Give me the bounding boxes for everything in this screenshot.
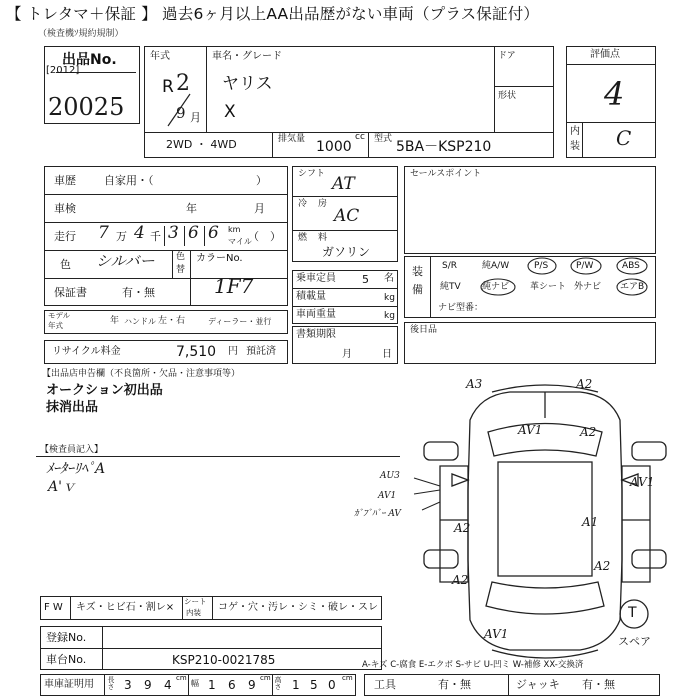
model-div	[368, 132, 369, 158]
load-label: 積載量	[296, 291, 326, 302]
recycle-status: 預託済	[246, 346, 276, 357]
mileage-sen: 千	[150, 230, 161, 243]
left-line-3	[44, 250, 288, 251]
damage-label-11: A2	[452, 573, 469, 587]
history-close: ）	[256, 174, 267, 187]
dim-hei-2: 5	[310, 678, 318, 692]
header-hline	[144, 132, 554, 133]
equip-airbag: エアB	[620, 282, 645, 292]
tools-box	[364, 674, 660, 696]
header-div-2	[494, 46, 495, 132]
shape-label: 形状	[498, 91, 517, 101]
color-label: 色	[60, 258, 71, 271]
dim-hei-unit: cm	[342, 674, 353, 682]
color-no: 1F7	[214, 274, 254, 298]
chassis-label: 車台No.	[46, 653, 87, 666]
warranty-options: 有・無	[122, 286, 155, 299]
year-stamp: [2012]	[46, 65, 80, 76]
score-label: 評価点	[590, 49, 620, 60]
jack-label: ジャッキ	[516, 678, 560, 691]
seat-label-2: 内装	[186, 608, 201, 617]
dim-wid-label: 幅	[191, 679, 199, 688]
interior-value: C	[616, 126, 632, 150]
car-diagram	[400, 370, 700, 670]
spare-label: スペア	[618, 635, 651, 648]
shape-line	[494, 86, 554, 87]
inspector-line	[36, 456, 400, 457]
cooling-label-1: 冷	[298, 199, 308, 209]
dim-hei-label: 高さ	[274, 676, 282, 690]
mileage-digit-4: 6	[188, 223, 199, 243]
dim-len-1: 3	[124, 678, 132, 692]
fw-label: F W	[44, 602, 63, 613]
dim-wid-3: 9	[248, 678, 256, 692]
name-label: 車名・グレード	[212, 51, 282, 62]
capacity-unit: 名	[384, 273, 394, 284]
interior-line	[566, 122, 656, 123]
navi-label: ナビ型番：	[438, 303, 484, 313]
lot-label: 出品No.	[62, 52, 117, 68]
tools-div	[508, 674, 509, 696]
history-label: 車歴	[54, 174, 76, 187]
color-div-1	[172, 250, 173, 278]
header-div-1	[206, 46, 207, 132]
cap-line-1	[292, 288, 398, 289]
shift-value: AT	[332, 174, 355, 194]
doc-month: 月	[342, 349, 352, 360]
mileage-man: 万	[116, 230, 127, 243]
damage-label-2: A2	[576, 377, 593, 391]
sales-box	[404, 166, 656, 254]
history-value: 自家用・（	[104, 174, 154, 187]
mileage-digit-1: 7	[98, 223, 109, 243]
mileage-paren-close: ）	[270, 230, 281, 243]
color-change-1: 色	[176, 252, 186, 262]
color-no-label: カラーNo.	[196, 253, 243, 264]
inspection-label: 車検	[54, 202, 76, 215]
sub-note: （検査機ｿ規約規制）	[38, 29, 124, 39]
dim-hei-3: 0	[328, 678, 336, 692]
sales-label: セールスポイント	[410, 169, 482, 179]
inspector-heading: 【検査員記入】	[40, 445, 104, 455]
interior-label-2: 装	[570, 141, 580, 152]
seat-options: コゲ・穴・汚レ・シミ・破レ・スレ	[218, 602, 378, 613]
car-name: ヤリス	[222, 74, 273, 94]
lot-number: 20025	[48, 93, 125, 121]
legend: A-キズ C-腐食 E-エクボ S-サビ U-凹ミ W-補修 XX-交換済	[362, 660, 584, 670]
model: 5BA－KSP210	[396, 139, 492, 155]
fw-options: キズ・ヒビ石・割レ×	[76, 602, 175, 613]
displacement: 1000	[316, 139, 352, 155]
drive: 2WD ・ 4WD	[166, 138, 237, 151]
tools-options: 有・無	[438, 678, 471, 691]
mileage-tick-1	[164, 226, 165, 246]
mileage-km: km	[228, 225, 241, 234]
month-value: 9	[176, 104, 186, 122]
inspector-note-2: A'ｖ	[48, 479, 76, 495]
equip-sr: S/R	[442, 261, 457, 271]
dim-wid-unit: cm	[260, 674, 271, 682]
dim-len-label: 長さ	[107, 676, 115, 690]
dim-wid-1: 1	[208, 678, 216, 692]
cap-line-2	[292, 306, 398, 307]
grade: X	[224, 102, 236, 122]
damage-label-7: AV1	[378, 491, 397, 501]
inspector-note-1: ﾒｰﾀｰﾘﾍﾟA	[46, 461, 106, 477]
color-value: シルバー	[96, 252, 155, 270]
color-div-2	[190, 250, 191, 306]
mileage-digit-2: 4	[134, 223, 145, 243]
load-unit: kg	[384, 293, 395, 303]
after-label: 後日品	[410, 325, 438, 335]
tools-label: 工具	[374, 678, 396, 691]
fuel-value: ガソリン	[322, 245, 371, 259]
model-year-label-2: 年式	[48, 321, 63, 330]
cert-div	[104, 674, 105, 696]
equip-ext-navi: 外ナビ	[574, 282, 602, 292]
mileage-mile: マイル	[228, 237, 252, 246]
weight-unit: kg	[384, 311, 395, 321]
doc-label: 書類期限	[296, 329, 336, 340]
cert-div-3	[272, 674, 273, 696]
chassis-no: KSP210-0021785	[172, 653, 276, 667]
displacement-unit: cc	[355, 132, 365, 142]
reg-label: 登録No.	[46, 631, 87, 644]
model-label: 型式	[374, 134, 393, 144]
equip-circles	[404, 256, 656, 318]
mileage-tick-2	[184, 226, 185, 246]
era: R	[162, 77, 174, 97]
inspection-year-unit: 年	[186, 202, 197, 215]
shift-label: シフト	[298, 169, 326, 179]
equip-aw: 純A/W	[482, 261, 510, 271]
door-label: ドア	[498, 51, 516, 61]
dim-len-unit: cm	[176, 674, 187, 682]
damage-label-8: ｶﾞﾌﾞﾊﾞｰ AV	[354, 509, 401, 519]
weight-label: 車両重量	[296, 309, 336, 320]
banner-title: 【 トレタマ＋保証 】 過去6ヶ月以上AA出品歴がない車両（プラス保証付）	[6, 5, 540, 23]
damage-label-1: A3	[466, 377, 483, 391]
score-line	[566, 64, 656, 65]
equip-tv: 純TV	[440, 282, 461, 292]
equip-label-1: 装	[412, 265, 423, 278]
damage-label-6: AU3	[380, 471, 400, 481]
fw-div-1	[70, 596, 71, 620]
spec-line-1	[292, 196, 398, 197]
equip-navi: 純ナビ	[482, 282, 510, 292]
color-change-2: 替	[176, 265, 186, 275]
equip-ps: P/S	[534, 261, 549, 271]
spec-line-2	[292, 230, 398, 231]
score-value: 4	[604, 75, 625, 113]
year-value: 2	[176, 71, 190, 96]
recycle-label: リサイクル料金	[52, 346, 121, 357]
equip-pw: P/W	[576, 261, 594, 271]
mileage-digit-5: 6	[208, 223, 219, 243]
after-box	[404, 322, 656, 364]
handle-label: ハンドル	[124, 317, 156, 326]
model-year-year: 年	[110, 316, 120, 326]
damage-label-3: AV1	[518, 423, 543, 437]
displacement-label: 排気量	[278, 134, 306, 144]
disp-div	[272, 132, 273, 158]
mileage-tick-3	[204, 226, 205, 246]
capacity-label: 乗車定員	[296, 273, 336, 284]
damage-label-13: AV1	[484, 627, 509, 641]
equip-abs: ABS	[622, 261, 640, 271]
equip-label-2: 備	[412, 283, 423, 296]
warranty-label: 保証書	[54, 286, 87, 299]
cert-div-2	[188, 674, 189, 696]
recycle-unit: 円	[228, 346, 238, 357]
interior-div	[582, 122, 583, 158]
dim-wid-2: 6	[228, 678, 236, 692]
year-label: 年式	[150, 51, 170, 62]
mileage-paren-open: （	[248, 230, 259, 243]
equip-leather: 革シート	[530, 282, 567, 292]
inspection-month-unit: 月	[254, 202, 265, 215]
reg-div	[102, 626, 103, 670]
damage-label-10: A1	[582, 515, 599, 529]
fw-div-2	[182, 596, 183, 620]
remarks-line-2: 抹消出品	[46, 400, 99, 415]
cert-label: 車庫証明用	[44, 679, 94, 690]
remarks-heading: 【出品店申告欄（不良箇所・欠品・注意事項等）	[42, 369, 241, 379]
month-unit: 月	[190, 111, 201, 124]
dealer-label: ディーラー・並行	[208, 317, 272, 326]
damage-label-5: AV1	[630, 475, 655, 489]
recycle-fee: 7,510	[176, 344, 217, 360]
dim-len-2: 9	[144, 678, 152, 692]
seat-label-1: シート	[184, 597, 207, 606]
fw-div-3	[212, 596, 213, 620]
dim-len-3: 4	[164, 678, 172, 692]
cooling-value: AC	[334, 206, 360, 226]
fuel-label-2: 料	[318, 233, 328, 243]
spare-symbol: T	[628, 605, 637, 621]
interior-label-1: 内	[570, 126, 580, 137]
model-year-label-1: モデル	[48, 311, 71, 320]
capacity-value: 5	[362, 273, 369, 286]
mileage-label: 走行	[54, 230, 76, 243]
remarks-line-1: オークション初出品	[46, 383, 163, 398]
damage-label-12: A2	[594, 559, 611, 573]
reg-line	[40, 648, 382, 649]
dim-hei-1: 1	[292, 678, 300, 692]
fuel-label-1: 燃	[298, 233, 308, 243]
damage-label-4: A2	[580, 425, 597, 439]
mileage-digit-3: 3	[168, 223, 179, 243]
cooling-label-2: 房	[318, 199, 328, 209]
damage-label-9: A2	[454, 521, 471, 535]
doc-day: 日	[382, 349, 392, 360]
left-line-1	[44, 194, 288, 195]
left-line-2	[44, 222, 288, 223]
jack-options: 有・無	[582, 678, 615, 691]
handle-options: 左・右	[158, 316, 186, 326]
